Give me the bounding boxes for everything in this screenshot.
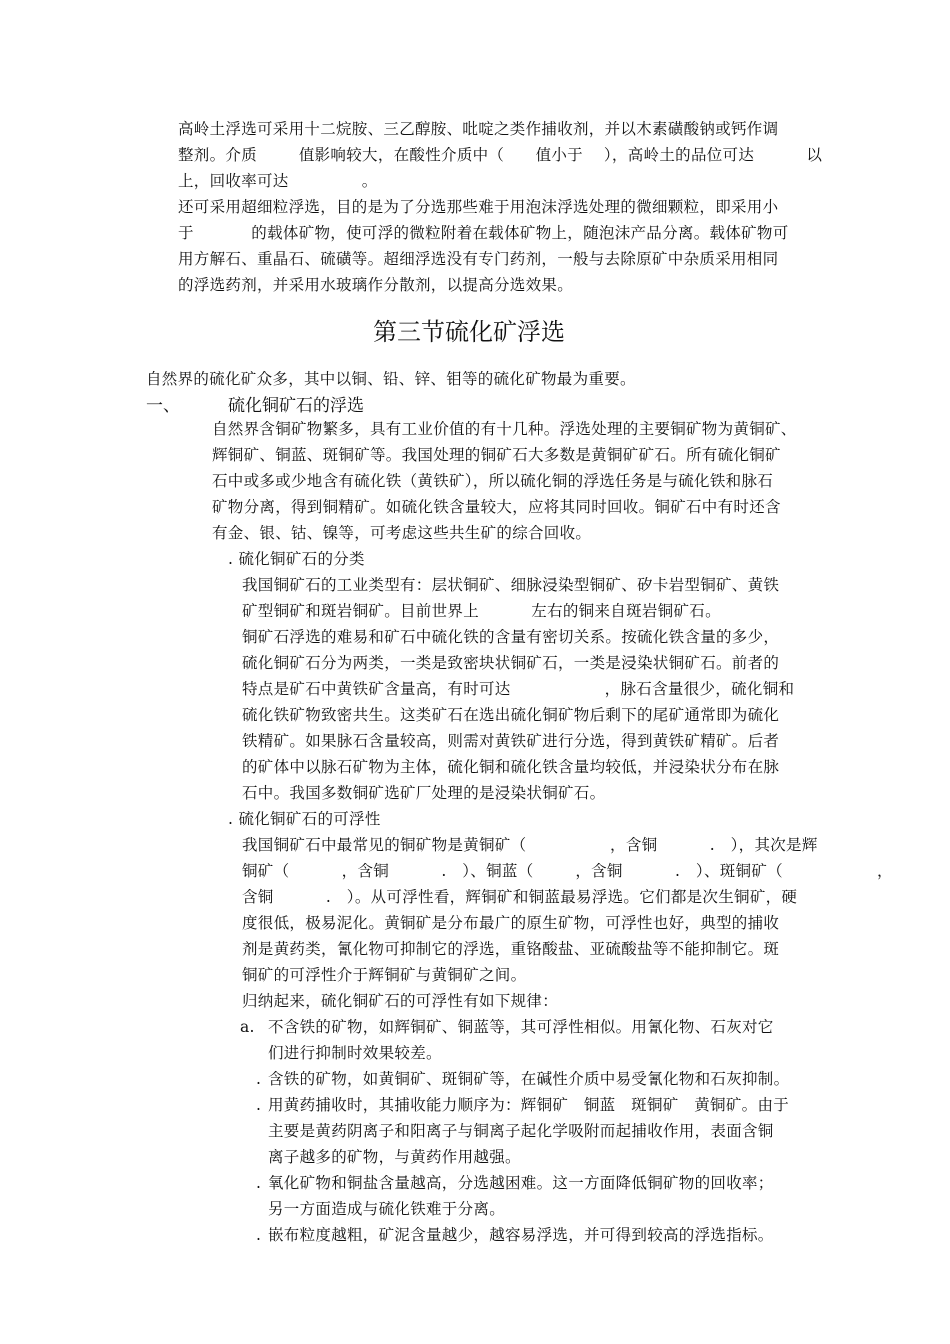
paragraph-line: 自然界含铜矿物繁多，具有工业价值的有十几种。浮选处理的主要铜矿物为黄铜矿、: [212, 420, 797, 438]
paragraph-line: 矿物分离，得到铜精矿。如硫化铁含量较大，应将其同时回收。铜矿石中有时还含: [212, 498, 781, 516]
list-item-line: 另一方面造成与硫化铁难于分离。: [268, 1200, 506, 1218]
paragraph-line: 硫化铜矿石分为两类，一类是致密块状铜矿石，一类是浸染状铜矿石。前者的: [242, 654, 780, 672]
subsection-title: 硫化铜矿石的浮选: [228, 396, 364, 416]
paragraph-line: 特点是矿石中黄铁矿含量高，有时可达 ，脉石含量很少，硫化铜和: [242, 680, 795, 698]
paragraph-line: 我国铜矿石中最常见的铜矿物是黄铜矿（ ，含铜 . ），其次是辉: [242, 836, 818, 854]
paragraph-line: 石中。我国多数铜矿选矿厂处理的是浸染状铜矿石。: [242, 784, 606, 802]
list-item-line: 不含铁的矿物，如辉铜矿、铜蓝等，其可浮性相似。用氰化物、石灰对它: [268, 1018, 774, 1036]
list-item-line: 嵌布粒度越粗，矿泥含量越少，越容易浮选，并可得到较高的浮选指标。: [268, 1226, 774, 1244]
section-heading: 第三节硫化矿浮选: [373, 318, 565, 346]
list-item-line: 离子越多的矿物，与黄药作用越强。: [268, 1148, 521, 1166]
paragraph-line: 归纳起来，硫化铜矿石的可浮性有如下规律：: [242, 992, 559, 1010]
paragraph-line: 剂是黄药类，氰化物可抑制它的浮选，重铬酸盐、亚硫酸盐等不能抑制它。斑: [242, 940, 780, 958]
list-item-line: 氧化矿物和铜盐含量越高，分选越困难。这一方面降低铜矿物的回收率；: [268, 1174, 774, 1192]
list-item-line: 们进行抑制时效果较差。: [268, 1044, 442, 1062]
subheading: . 硫化铜矿石的分类: [228, 550, 365, 568]
paragraph-line: 石中或多或少地含有硫化铁（黄铁矿），所以硫化铜的浮选任务是与硫化铁和脉石: [212, 472, 774, 490]
intro-line: 自然界的硫化矿众多，其中以铜、铅、锌、钼等的硫化矿物最为重要。: [146, 370, 636, 388]
paragraph-line: 我国铜矿石的工业类型有：层状铜矿、细脉浸染型铜矿、矽卡岩型铜矿、黄铁: [242, 576, 780, 594]
paragraph-line: 度很低，极易泥化。黄铜矿是分布最广的原生矿物，可浮性也好，典型的捕收: [242, 914, 780, 932]
paragraph-line: 铜矿（ ，含铜 . ）、铜蓝（ ，含铜 . ）、斑铜矿（ ，: [242, 862, 893, 880]
paragraph-line: 铜矿石浮选的难易和矿石中硫化铁的含量有密切关系。按硫化铁含量的多少，: [242, 628, 780, 646]
list-marker: .: [256, 1174, 262, 1192]
paragraph-line: 于 的载体矿物，使可浮的微粒附着在载体矿物上，随泡沫产品分离。载体矿物可: [178, 224, 789, 242]
list-item-line: 用黄药捕收时，其捕收能力顺序为：辉铜矿 铜蓝 斑铜矿 黄铜矿。由于: [268, 1096, 790, 1114]
subsection-number: 一、: [146, 396, 180, 416]
paragraph-line: 铁精矿。如果脉石含量较高，则需对黄铁矿进行分选，得到黄铁矿精矿。后者: [242, 732, 780, 750]
paragraph-line: 上，回收率可达 。: [178, 172, 378, 190]
list-item-line: 含铁的矿物，如黄铜矿、斑铜矿等，在碱性介质中易受氰化物和石灰抑制。: [268, 1070, 790, 1088]
paragraph-line: 有金、银、钴、镍等，可考虑这些共生矿的综合回收。: [212, 524, 592, 542]
paragraph-line: 硫化铁矿物致密共生。这类矿石在选出硫化铜矿物后剩下的尾矿通常即为硫化: [242, 706, 780, 724]
paragraph-line: 的矿体中以脉石矿物为主体，硫化铜和硫化铁含量均较低，并浸染状分布在脉: [242, 758, 780, 776]
list-item-line: 主要是黄药阴离子和阳离子与铜离子起化学吸附而起捕收作用，表面含铜: [268, 1122, 774, 1140]
subheading: . 硫化铜矿石的可浮性: [228, 810, 381, 828]
paragraph-line: 整剂。介质 值影响较大，在酸性介质中（ 值小于 ），高岭土的品位可达 以: [178, 146, 823, 164]
paragraph-line: 的浮选药剂，并采用水玻璃作分散剂，以提高分选效果。: [178, 276, 574, 294]
list-marker: a.: [240, 1018, 255, 1036]
paragraph-line: 铜矿的可浮性介于辉铜矿与黄铜矿之间。: [242, 966, 527, 984]
list-marker: .: [256, 1096, 262, 1114]
paragraph-line: 高岭土浮选可采用十二烷胺、三乙醇胺、吡啶之类作捕收剂，并以木素磺酸钠或钙作调: [178, 120, 779, 138]
paragraph-line: 辉铜矿、铜蓝、斑铜矿等。我国处理的铜矿石大多数是黄铜矿矿石。所有硫化铜矿: [212, 446, 781, 464]
list-marker: .: [256, 1226, 262, 1244]
list-marker: .: [256, 1070, 262, 1088]
paragraph-line: 矿型铜矿和斑岩铜矿。目前世界上 左右的铜来自斑岩铜矿石。: [242, 602, 721, 620]
paragraph-line: 还可采用超细粒浮选，目的是为了分选那些难于用泡沫浮选处理的微细颗粒，即采用小: [178, 198, 779, 216]
paragraph-line: 用方解石、重晶石、硫磺等。超细浮选没有专门药剂，一般与去除原矿中杂质采用相同: [178, 250, 779, 268]
paragraph-line: 含铜 . ）。从可浮性看，辉铜矿和铜蓝最易浮选。它们都是次生铜矿，硬: [242, 888, 798, 906]
